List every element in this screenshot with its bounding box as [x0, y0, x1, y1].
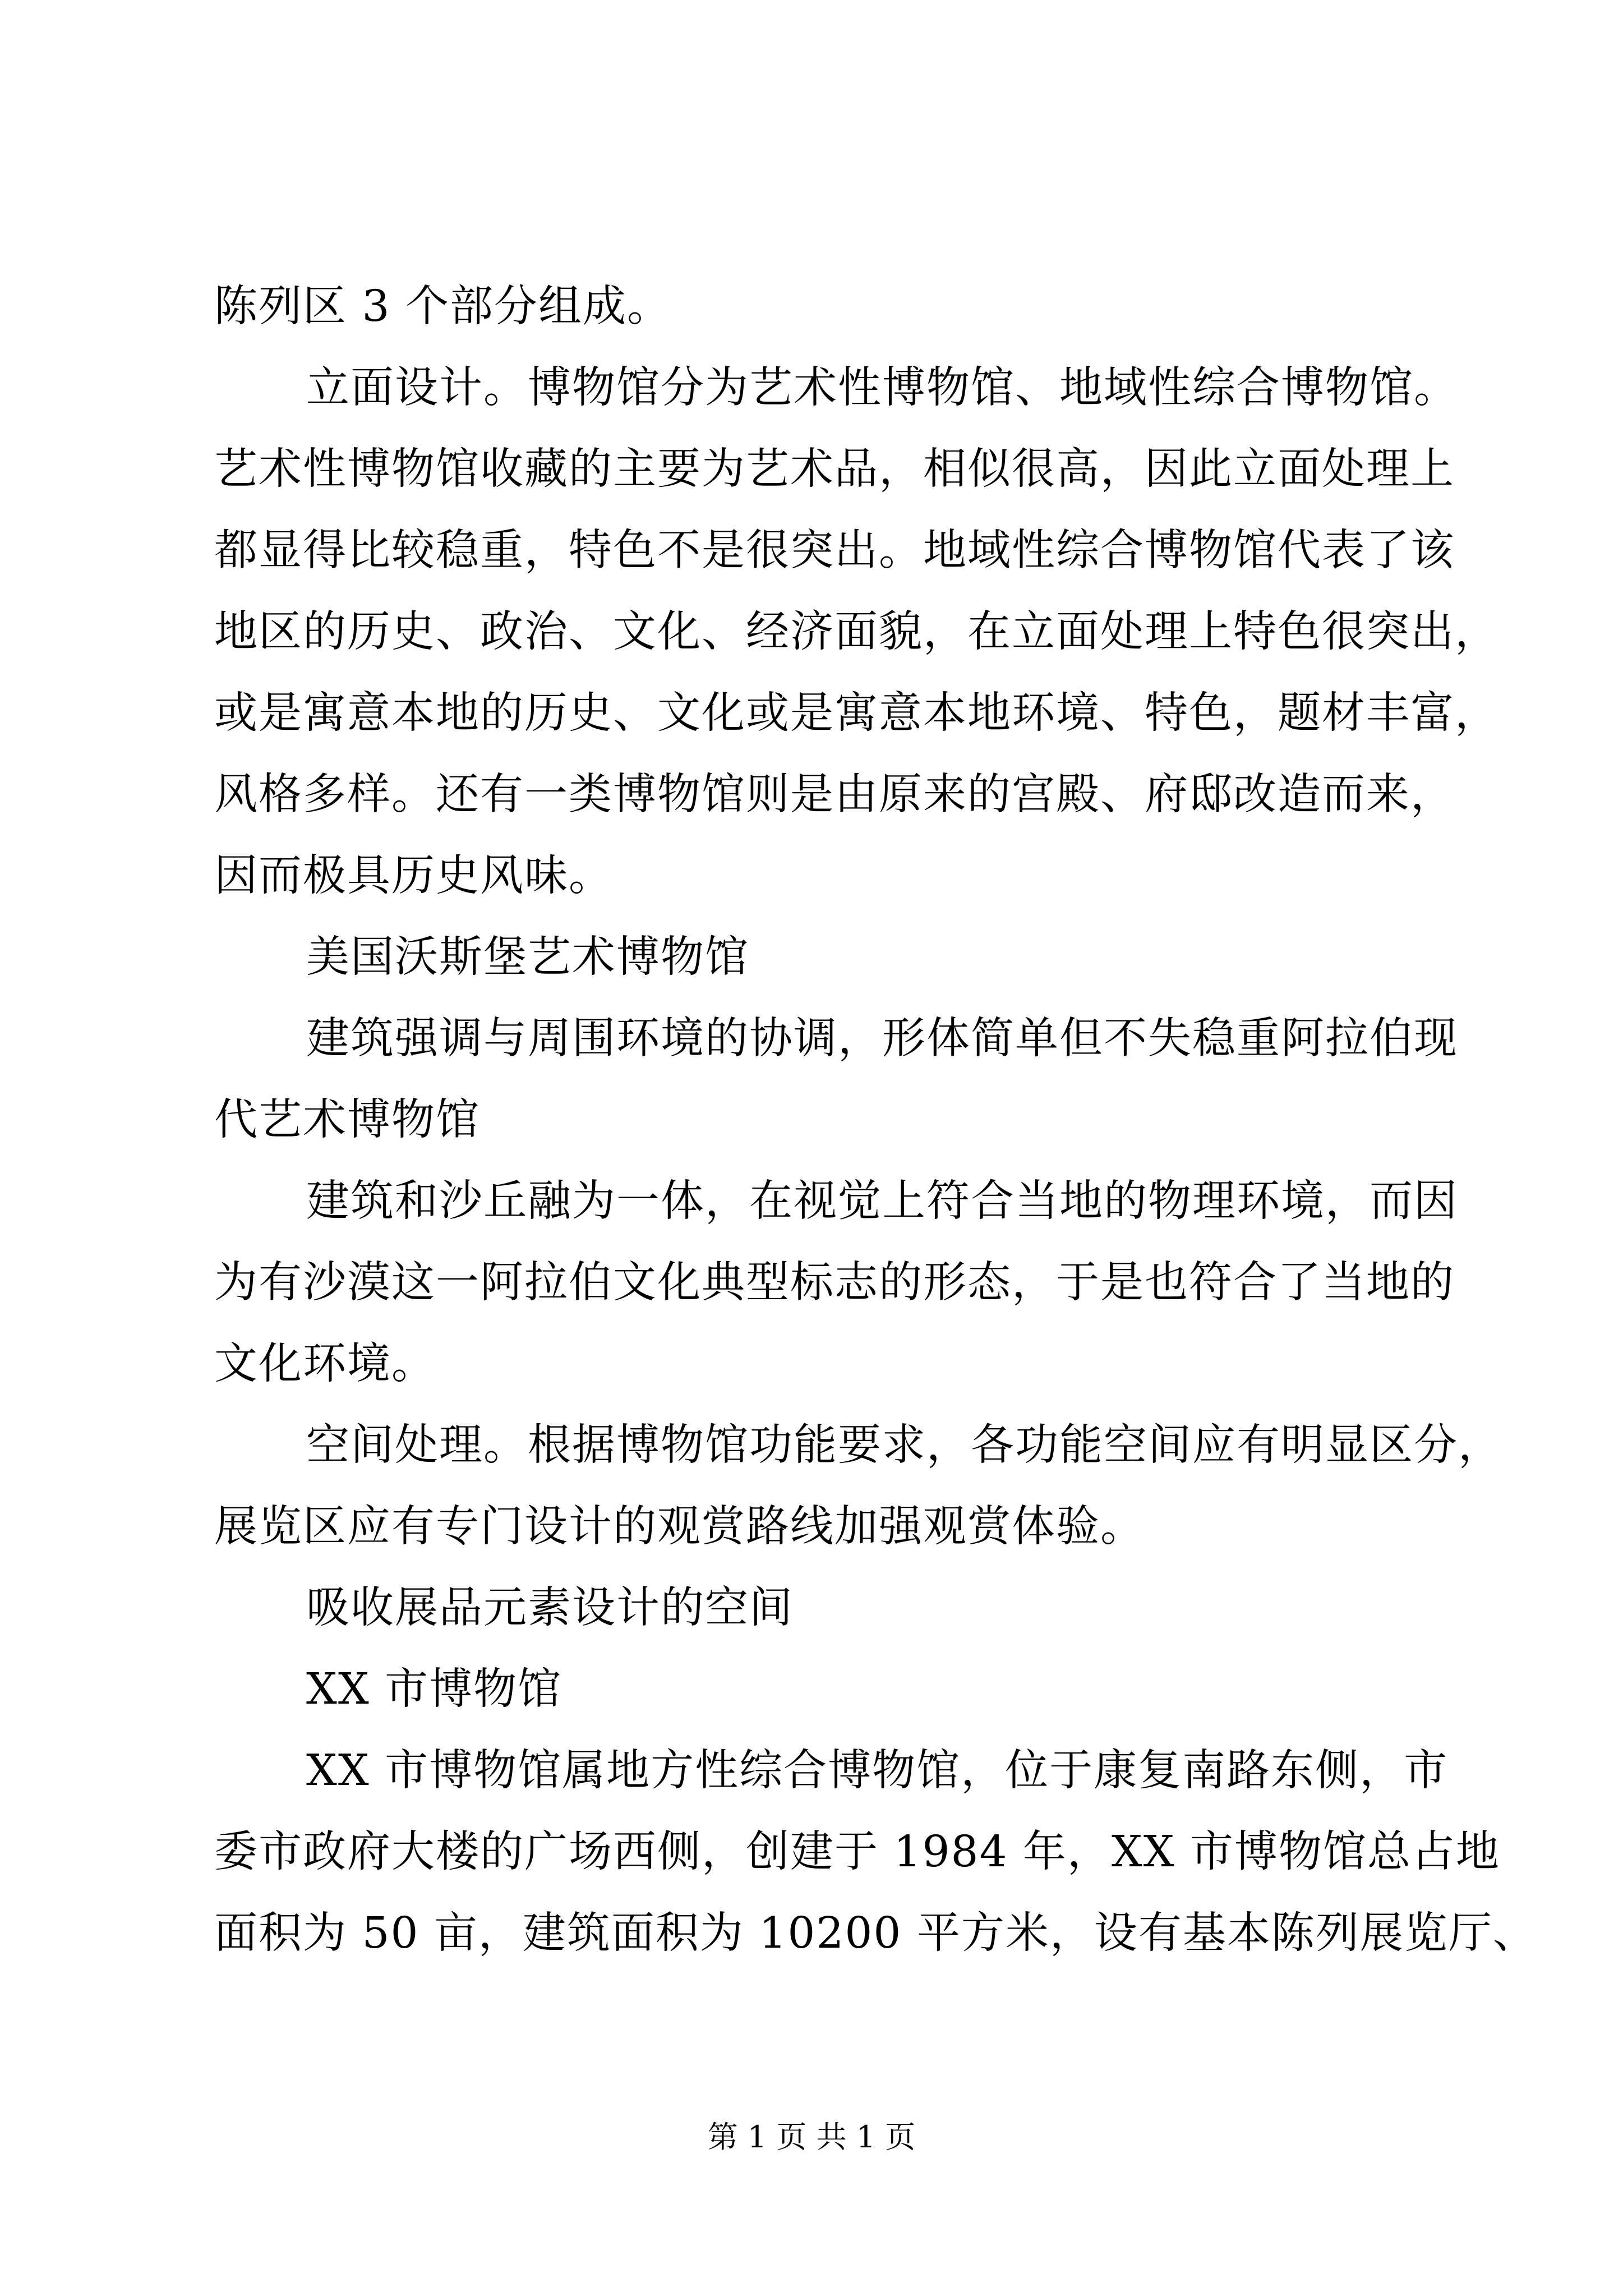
text-line: 立面设计。博物馆分为艺术性博物馆、地域性综合博物馆。 [306, 363, 1458, 413]
text-line: 文化环境。 [214, 1339, 436, 1389]
text-line: 建筑和沙丘融为一体，在视觉上符合当地的物理环境，而因 [306, 1176, 1458, 1226]
text-line: 展览区应有专门设计的观赏路线加强观赏体验。 [214, 1502, 1145, 1552]
section-heading: XX 市博物馆 [306, 1664, 562, 1714]
text-line: 代艺术博物馆 [214, 1095, 480, 1145]
text-line: 空间处理。根据博物馆功能要求，各功能空间应有明显区分， [306, 1420, 1502, 1470]
text-line: 陈列区 3 个部分组成。 [214, 282, 671, 332]
text-line: 艺术性博物馆收藏的主要为艺术品，相似很高，因此立面处理上 [214, 444, 1455, 494]
text-line: 因而极具历史风味。 [214, 851, 613, 901]
page-number-footer: 第 1 页 共 1 页 [707, 2119, 916, 2155]
text-line: 地区的历史、政治、文化、经济面貌，在立面处理上特色很突出， [214, 607, 1499, 657]
text-line: XX 市博物馆属地方性综合博物馆，位于康复南路东侧，市 [306, 1746, 1449, 1796]
document-body [214, 266, 1537, 1974]
text-line: 面积为 50 亩，建筑面积为 10200 平方米，设有基本陈列展览厅、 [214, 1908, 1537, 1958]
text-line: 建筑强调与周围环境的协调，形体简单但不失稳重阿拉伯现 [306, 1014, 1458, 1064]
text-line: 为有沙漠这一阿拉伯文化典型标志的形态，于是也符合了当地的 [214, 1258, 1455, 1308]
text-line: 都显得比较稳重，特色不是很突出。地域性综合博物馆代表了该 [214, 526, 1455, 576]
text-line: 或是寓意本地的历史、文化或是寓意本地环境、特色，题材丰富， [214, 688, 1499, 738]
text-line: 委市政府大楼的广场西侧，创建于 1984 年，XX 市博物馆总占地 [214, 1827, 1501, 1877]
section-heading: 美国沃斯堡艺术博物馆 [306, 932, 749, 982]
section-heading: 吸收展品元素设计的空间 [306, 1583, 794, 1633]
text-line: 风格多样。还有一类博物馆则是由原来的宫殿、府邸改造而来， [214, 770, 1455, 820]
